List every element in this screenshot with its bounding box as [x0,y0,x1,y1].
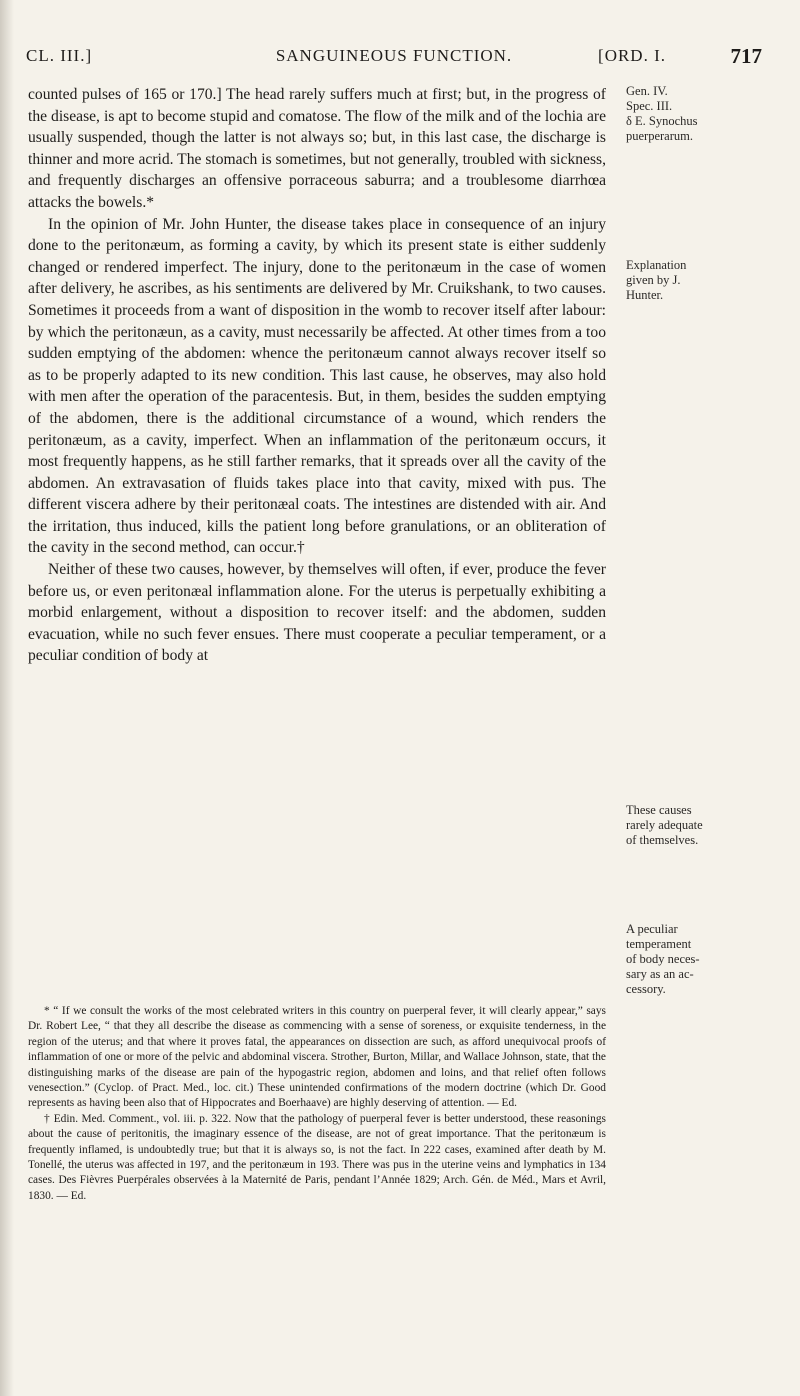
page-gutter-shadow [0,0,14,1396]
sidenote-line: Spec. III. [626,99,673,113]
sidenote-causes [626,803,786,848]
sidenote-line: puerperarum. [626,129,693,143]
sidenote-line: A peculiar [626,922,678,936]
sidenote-line: Hunter. [626,288,664,302]
sidenote-line: of themselves. [626,833,699,847]
paragraph-hunter-opinion: In the opinion of Mr. John Hunter, the disease takes place in consequence of an injury done to the peritonæum, as forming a cavity, by which its present state is either suddenly changed or rendered imperfect. The injury, done to the peritonæum in the case of women after delivery, he ascribes, as his sentiments are delivered by Mr. Cruikshank, to two causes. Sometimes it proceeds from a want of disposition in the womb to recover itself after labour: by which the peritonæun, as a cavity, must necessarily be affected. At other times from a too sudden emptying of the abdomen: whence the peritonæum cannot always recover itself so as to be properly adapted to its new condition. This last cause, he observes, may also hold with men after the operation of the paracentesis. But, in them, besides the sudden emptying of the abdomen, there is the additional circumstance of a wound, which renders the peritonæum, as a cavity, imperfect. When an inflammation of the peritonæum occurs, it most frequently happens, as he still farther remarks, that it spreads over all the cavity of the abdomen. An extravasation of fluids takes place into that cavity, mixed with pus. The different viscera adhere by their peritonæal coats. The intestines are distended with air. And the irritation, thus induced, kills the patient long before granulations, or an obliteration of the cavity in the second method, can occur.† [28,215,606,557]
sidenote-line: Gen. IV. [626,84,668,98]
sidenote-line: sary as an ac- [626,967,694,981]
sidenote-line: rarely adequate [626,818,703,832]
running-head-class: CL. III.] [26,46,93,65]
sidenote-line: δ E. Synochus [626,114,698,128]
sidenote-explanation [626,258,786,303]
sidenote-line: cessory. [626,982,666,996]
running-head-title: SANGUINEOUS FUNCTION. [275,46,513,65]
sidenote-line: of body neces- [626,952,700,966]
footnote-lee: * “ If we consult the works of the most celebrated writers in this country on puerperal fever, it will clearly appear,” says Dr. Robert Lee, “ that they all describe the disease as commencing with a sense of soreness, or exquisite tenderness, in the region of the uterus; and that where it proves fatal, the appearances on dissection are such, as afford unequivocal proofs of inflammation of one or more of the pelvic and abdominal viscera. Strother, Burton, Millar, and Wallace Johnson, state, that the distinguishing marks of the disease are pain of the hypogastric region, abdomen and loins, and that relief often follows venesection.” (Cyclop. of Pract. Med., loc. cit.) These unintended confirmations of the modern doctrine (which Dr. Good represents as having been also that of Hippocrates and Boerhaave) are highly deserving of attention. — Ed. [28,1005,606,1110]
sidenote-line: These causes [626,803,692,817]
sidenote-genus [626,84,786,144]
footnote-edin-comment: † Edin. Med. Comment., vol. iii. p. 322. Now that the pathology of puerperal fever is better understood, these reasonings about the cause of peritonitis, the imaginary essence of the disease, are not of great importance. That the peritonæum is frequently inflamed, is undoubtedly true; but that it is always so, is not the fact. In 222 cases, examined after death by M. Tonellé, the uterus was affected in 197, and the peritonæum in 193. There was pus in the uterine veins and lymphatics in 134 cases. Des Fièvres Puerpérales observées à la Maternité de Paris, pendant l’Année 1829; Arch. Gén. de Méd., Mars et Avril, 1830. — Ed. [28,1112,606,1202]
sidenote-temperament [626,922,786,997]
sidenote-line: temperament [626,937,692,951]
sidenote-line: given by J. [626,273,681,287]
running-head [26,46,762,72]
paragraph-symptoms: counted pulses of 165 or 170.] The head rarely suffers much at first; but, in the progress of the disease, is apt to become stupid and comatose. The flow of the milk and of the lochia are usually suspended, though the latter is not always so; but, in this last case, the discharge is thinner and more acrid. The stomach is sometimes, but not generally, troubled with sickness, and frequently discharges an offensive porraceous saburra; and a troublesome diarrhœa attacks the bowels.* [28,86,606,211]
sidenote-line: Explanation [626,258,687,272]
running-head-order: [ORD. I. [598,46,666,65]
footnotes [28,1004,606,1204]
main-text [28,84,606,667]
page-number: 717 [730,44,762,68]
paragraph-causes: Neither of these two causes, however, by themselves will often, if ever, produce the fever before us, or even peritonæal inflammation alone. For the uterus is perpetually exhibiting a morbid enlargement, without a disposition to recover itself: and the abdomen, sudden evacuation, while no such fever ensues. There must cooperate a peculiar temperament, or a peculiar condition of body at [28,561,606,665]
